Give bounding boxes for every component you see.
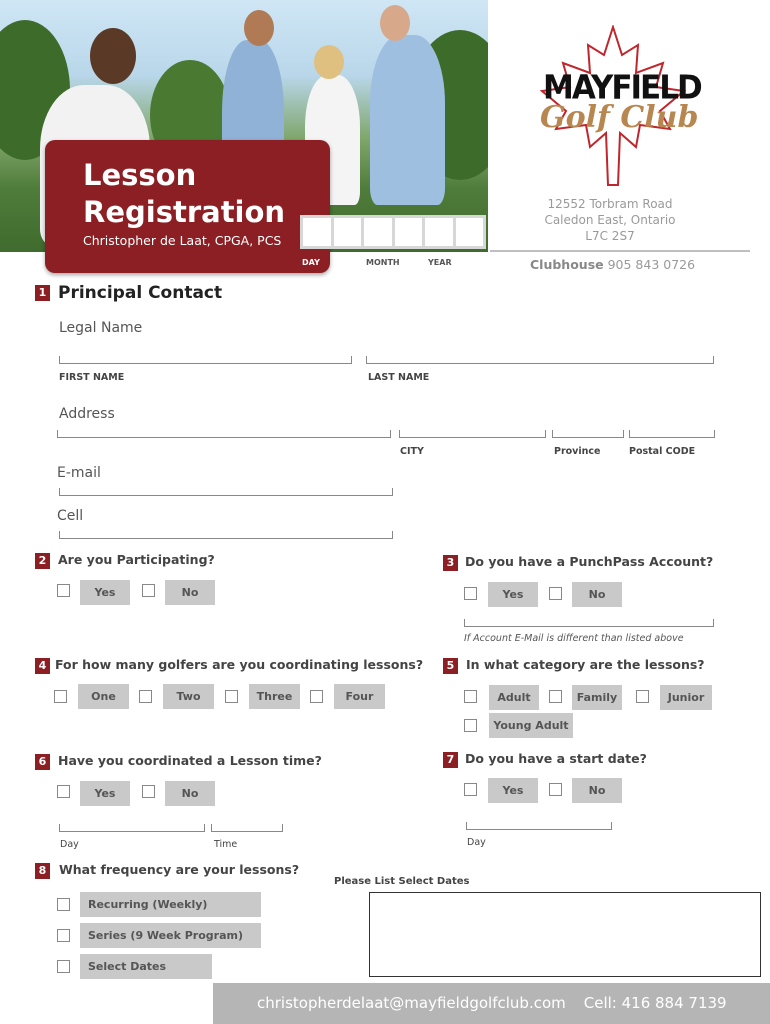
lesson-time-yes-checkbox[interactable]: [57, 785, 70, 798]
lesson-day-caption: Day: [60, 839, 79, 850]
title-card: [45, 140, 330, 273]
footer-email[interactable]: christopherdelaat@mayfieldgolfclub.com: [257, 994, 566, 1012]
participating-no-checkbox[interactable]: [142, 584, 155, 597]
divider: [490, 250, 750, 252]
page-title-line1: Lesson: [83, 158, 197, 192]
question-start-date: Do you have a start date?: [465, 751, 647, 766]
province-caption: Province: [554, 446, 601, 457]
frequency-select-dates-checkbox[interactable]: [57, 960, 70, 973]
question-participating: Are you Participating?: [58, 552, 215, 567]
question-punchpass: Do you have a PunchPass Account?: [465, 554, 714, 569]
clubhouse-number: 905 843 0726: [607, 257, 696, 272]
category-family-checkbox[interactable]: [549, 690, 562, 703]
question-number: 4: [35, 658, 50, 674]
punchpass-note: If Account E-Mail is different than listed above: [464, 633, 684, 644]
last-name-field[interactable]: [366, 356, 714, 364]
golfers-four-option[interactable]: Four: [334, 684, 385, 709]
start-date-no-option[interactable]: No: [572, 778, 622, 803]
lesson-day-field[interactable]: [59, 824, 205, 832]
date-cell[interactable]: [456, 218, 484, 246]
category-family-option[interactable]: Family: [572, 685, 622, 710]
first-name-field[interactable]: [59, 356, 352, 364]
start-day-field[interactable]: [466, 822, 612, 830]
lesson-time-yes-option[interactable]: Yes: [80, 781, 130, 806]
golfers-two-option[interactable]: Two: [163, 684, 214, 709]
start-date-yes-option[interactable]: Yes: [488, 778, 538, 803]
frequency-series-option[interactable]: Series (9 Week Program): [80, 923, 261, 948]
page-subtitle: Christopher de Laat, CPGA, PCS: [83, 233, 282, 248]
date-cell[interactable]: [364, 218, 392, 246]
lesson-time-caption: Time: [214, 839, 238, 850]
date-label-month: MONTH: [366, 258, 400, 267]
last-name-caption: LAST NAME: [368, 372, 430, 383]
cell-field[interactable]: [59, 531, 393, 539]
province-field[interactable]: [552, 430, 624, 438]
participating-yes-option[interactable]: Yes: [80, 580, 130, 605]
lesson-time-field[interactable]: [211, 824, 283, 832]
question-number: 5: [443, 658, 458, 674]
logo-wordmark: MAYFIELD: [543, 69, 701, 107]
question-lesson-time: Have you coordinated a Lesson time?: [58, 753, 322, 768]
question-number: 6: [35, 754, 50, 770]
clubhouse-label: Clubhouse: [530, 257, 604, 272]
section-title: Principal Contact: [58, 283, 223, 303]
start-date-no-checkbox[interactable]: [549, 783, 562, 796]
category-young-adult-option[interactable]: Young Adult: [489, 713, 573, 738]
punchpass-no-checkbox[interactable]: [549, 587, 562, 600]
question-number: 2: [35, 553, 50, 569]
address-line: Caledon East, Ontario: [544, 213, 676, 227]
address-line: 12552 Torbram Road: [547, 197, 673, 211]
frequency-series-checkbox[interactable]: [57, 929, 70, 942]
category-adult-checkbox[interactable]: [464, 690, 477, 703]
frequency-select-dates-option[interactable]: Select Dates: [80, 954, 212, 979]
cell-label: Cell: [57, 508, 84, 524]
email-label: E-mail: [57, 465, 101, 481]
address-field[interactable]: [57, 430, 391, 438]
category-young-adult-checkbox[interactable]: [464, 719, 477, 732]
select-dates-label: Please List Select Dates: [334, 876, 470, 887]
footer-contact: [213, 983, 770, 1024]
date-cell[interactable]: [334, 218, 362, 246]
participating-yes-checkbox[interactable]: [57, 584, 70, 597]
question-category: In what category are the lessons?: [466, 657, 705, 672]
punchpass-yes-option[interactable]: Yes: [488, 582, 538, 607]
date-cell[interactable]: [425, 218, 453, 246]
lesson-time-no-checkbox[interactable]: [142, 785, 155, 798]
question-frequency: What frequency are your lessons?: [59, 862, 300, 877]
legal-name-label: Legal Name: [59, 320, 143, 336]
golfers-two-checkbox[interactable]: [139, 690, 152, 703]
logo-script: Golf Club: [540, 100, 699, 135]
address-line: L7C 2S7: [585, 229, 635, 243]
punchpass-yes-checkbox[interactable]: [464, 587, 477, 600]
date-label-year: YEAR: [428, 258, 452, 267]
golfers-one-checkbox[interactable]: [54, 690, 67, 703]
question-number: 7: [443, 752, 458, 768]
category-junior-option[interactable]: Junior: [660, 685, 712, 710]
club-address: [520, 196, 700, 244]
frequency-recurring-checkbox[interactable]: [57, 898, 70, 911]
participating-no-option[interactable]: No: [165, 580, 215, 605]
postal-code-field[interactable]: [629, 430, 715, 438]
question-golfer-count: For how many golfers are you coordinating lessons?: [55, 657, 424, 672]
address-label: Address: [59, 406, 115, 422]
punchpass-no-option[interactable]: No: [572, 582, 622, 607]
date-cell[interactable]: [303, 218, 331, 246]
section-number: 1: [35, 285, 50, 301]
start-day-caption: Day: [467, 837, 486, 848]
category-adult-option[interactable]: Adult: [489, 685, 539, 710]
footer-cell: Cell: 416 884 7139: [583, 994, 727, 1012]
page-title-line2: Registration: [83, 195, 286, 229]
city-field[interactable]: [399, 430, 546, 438]
date-cell[interactable]: [395, 218, 423, 246]
question-number: 8: [35, 863, 50, 879]
frequency-recurring-option[interactable]: Recurring (Weekly): [80, 892, 261, 917]
postal-code-caption: Postal CODE: [629, 446, 696, 457]
punchpass-email-field[interactable]: [464, 619, 714, 627]
date-label-day: DAY: [302, 258, 320, 267]
start-date-yes-checkbox[interactable]: [464, 783, 477, 796]
golfers-four-checkbox[interactable]: [310, 690, 323, 703]
golfers-three-checkbox[interactable]: [225, 690, 238, 703]
category-junior-checkbox[interactable]: [636, 690, 649, 703]
date-input-group: [300, 215, 486, 249]
golfers-one-option[interactable]: One: [78, 684, 129, 709]
select-dates-textarea[interactable]: [369, 892, 761, 977]
lesson-time-no-option[interactable]: No: [165, 781, 215, 806]
golfers-three-option[interactable]: Three: [249, 684, 300, 709]
city-caption: CITY: [400, 446, 424, 457]
clubhouse-phone: [530, 257, 695, 272]
email-field[interactable]: [59, 488, 393, 496]
first-name-caption: FIRST NAME: [59, 372, 125, 383]
question-number: 3: [443, 555, 458, 571]
